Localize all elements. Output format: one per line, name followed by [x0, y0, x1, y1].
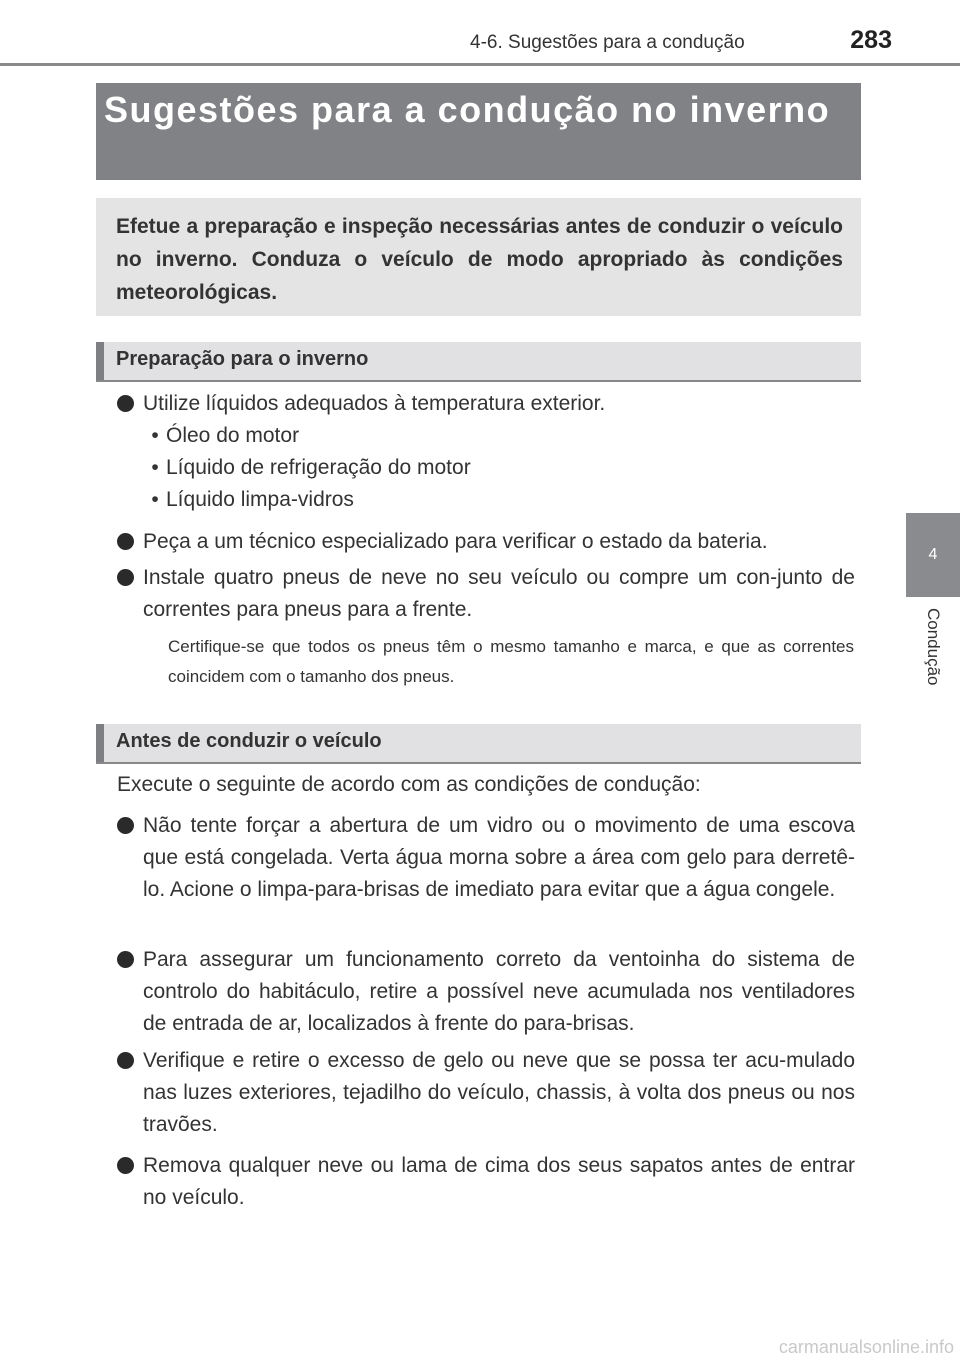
intro-text: Efetue a preparação e inspeção necessárias antes de conduzir o veículo no inverno. Conduza o veículo de modo apropriado às condições meteorológicas. [116, 215, 843, 304]
section-heading-before-driving [96, 724, 861, 764]
sub-bullet-icon: • [151, 488, 159, 511]
list-item [117, 944, 855, 1040]
section-heading-text: Preparação para o inverno [116, 348, 369, 370]
bullet-icon [117, 817, 134, 834]
sub-list-item-text: Líquido limpa-vidros [166, 488, 354, 511]
page-title-box [96, 83, 861, 180]
section-heading-text: Antes de conduzir o veículo [116, 730, 382, 752]
page-number: 283 [850, 26, 892, 54]
chapter-label-text: Condução [924, 608, 943, 686]
section-heading-bar [96, 724, 104, 762]
section-heading-preparation [96, 342, 861, 382]
list-item [117, 526, 855, 558]
header-section-title: 4-6. Sugestões para a condução [470, 32, 745, 53]
list-item-text: Não tente forçar a abertura de um vidro ou o movimento de uma escova que está congelada. Verta água morna sobre a área com gelo para derretê-lo. Acione o limpa-para-brisas de imediato para evitar que a água congele. [143, 814, 855, 901]
list-item-text: Instale quatro pneus de neve no seu veículo ou compre um con-junto de correntes para pneus para a frente. [143, 566, 855, 621]
bullet-icon [117, 1052, 134, 1069]
intro-box [96, 198, 861, 316]
sub-bullet-icon: • [151, 456, 159, 479]
sub-list-item [144, 484, 354, 516]
list-item-text: Verifique e retire o excesso de gelo ou neve que se possa ter acu-mulado nas luzes exteriores, tejadilho do veículo, chassis, à volta dos pneus ou nos travões. [143, 1049, 855, 1136]
sub-list-item [144, 420, 299, 452]
bullet-icon [117, 533, 134, 550]
page-title: Sugestões para a condução no inverno [104, 89, 831, 130]
list-item [117, 388, 855, 420]
chapter-label [906, 608, 960, 718]
sub-bullet-icon: • [151, 424, 159, 447]
sub-list-item-text: Líquido de refrigeração do motor [166, 456, 471, 479]
list-item-text: Remova qualquer neve ou lama de cima dos seus sapatos antes de entrar no veículo. [143, 1154, 855, 1209]
list-item-text: Utilize líquidos adequados à temperatura exterior. [143, 392, 606, 415]
sub-list-item-text: Óleo do motor [166, 424, 300, 447]
bullet-icon [117, 1157, 134, 1174]
list-item [117, 810, 855, 906]
list-item [117, 1150, 855, 1214]
note-text: Certifique-se que todos os pneus têm o mesmo tamanho e marca, e que as correntes coincidem com o tamanho dos pneus. [168, 637, 854, 686]
bullet-icon [117, 951, 134, 968]
bullet-icon [117, 395, 134, 412]
watermark: carmanualsonline.info [778, 1337, 954, 1357]
section-heading-bar [96, 342, 104, 380]
header-divider [0, 63, 960, 66]
list-item-text: Peça a um técnico especializado para verificar o estado da bateria. [143, 530, 768, 553]
list-item-text: Para assegurar um funcionamento correto da ventoinha do sistema de controlo do habitáculo, retire a possível neve acumulada nos ventiladores de entrada de ar, localizados à frente do para-brisas. [143, 948, 855, 1035]
page-header [0, 0, 960, 68]
sub-list-item [144, 452, 471, 484]
list-item [117, 562, 855, 626]
section-lead-text: Execute o seguinte de acordo com as condições de condução: [117, 773, 701, 796]
bullet-icon [117, 569, 134, 586]
chapter-tab[interactable]: 4 [906, 513, 960, 597]
list-item [117, 1045, 855, 1141]
